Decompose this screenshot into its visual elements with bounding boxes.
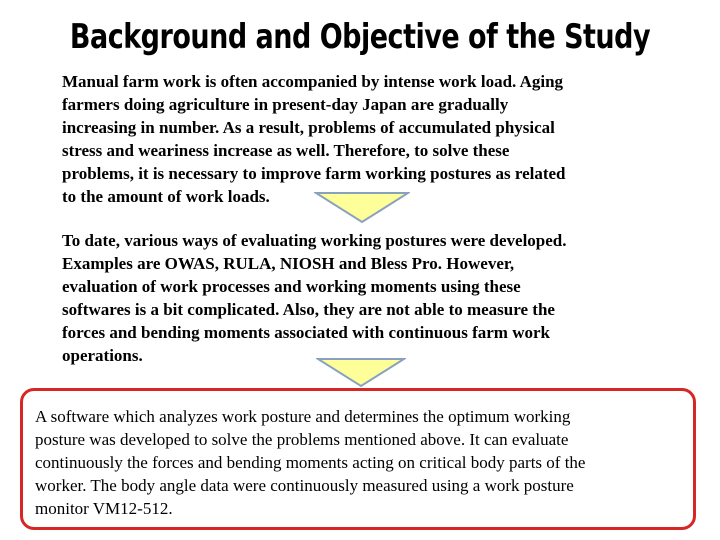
conclusion-box [20,388,696,530]
conclusion-text: A software which analyzes work posture and determines the optimum working posture was developed to solve the problems mentioned above. It can evaluate continuously the forces and bending moments acting on critical body parts of the worker. The body angle data were continuously measured using a work posture monitor VM12-512. [35,407,586,518]
down-arrow-icon [316,358,406,388]
down-arrow-icon [314,192,410,224]
existing-methods-paragraph: To date, various ways of evaluating working postures were developed. Examples are OWAS, RULA, NIOSH and Bless Pro. However, evaluation of work processes and working moments using these softwares is a bit complicated. Also, they are not able to measure the forces and bending moments associated with continuous farm work operations. [62,231,567,365]
intro-paragraph: Manual farm work is often accompanied by intense work load. Aging farmers doing agriculture in present-day Japan are gradually increasing in number. As a result, problems of accumulated physical stress and weariness increase as well. Therefore, to solve these problems, it is necessary to improve farm working postures as related to the amount of work loads. [62,72,566,206]
page-title: Background and Objective of the Study [69,18,651,57]
